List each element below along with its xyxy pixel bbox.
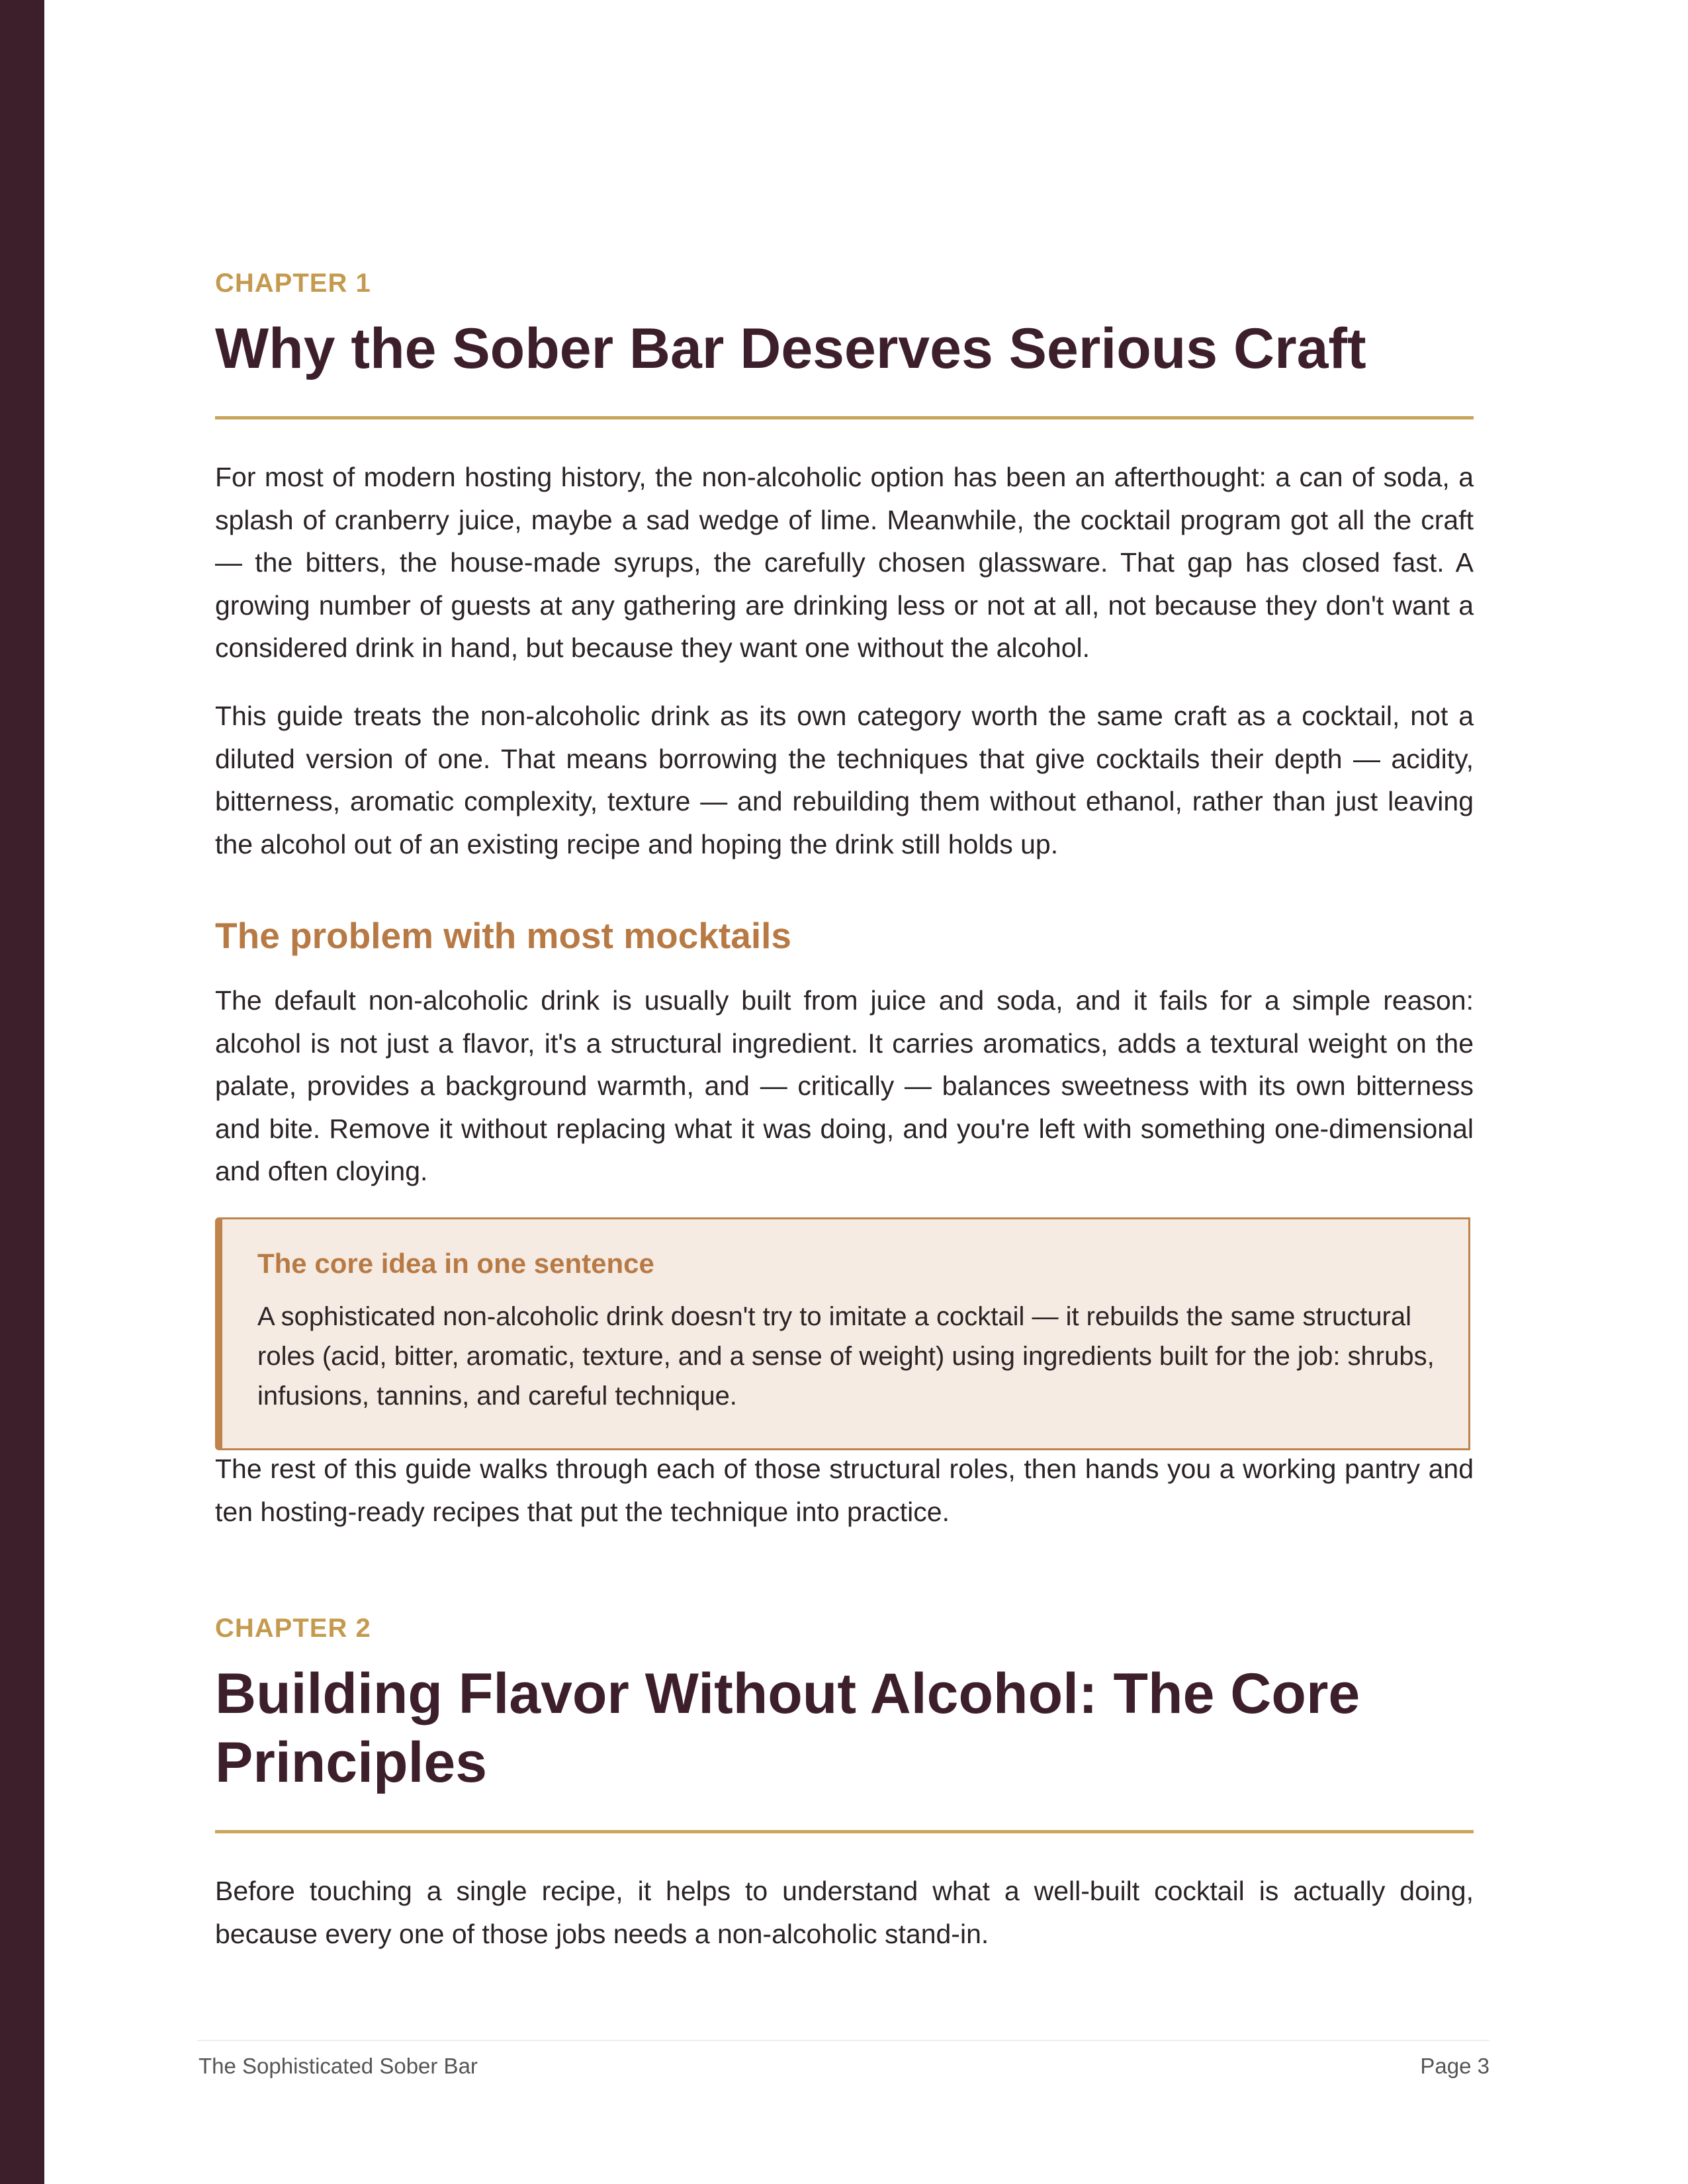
section-heading-mocktails: The problem with most mocktails xyxy=(215,915,791,956)
core-idea-callout xyxy=(215,1217,1470,1450)
chapter-1-label: CHAPTER 1 xyxy=(215,269,371,298)
footer-divider xyxy=(197,2040,1489,2041)
chapter-2-paragraph: Before touching a single recipe, it helps to understand what a well-built cocktail is actually doing, because every one of those jobs needs a non-alcoholic stand-in. xyxy=(215,1876,1474,1949)
chapter-1-title: Why the Sober Bar Deserves Serious Craft xyxy=(215,317,1366,380)
callout-title: The core idea in one sentence xyxy=(257,1248,654,1279)
chapter-2-title: Building Flavor Without Alcohol: The Core Principles xyxy=(215,1662,1360,1794)
callout-text: A sophisticated non-alcoholic drink doesn't try to imitate a cocktail — it rebuilds the same structural roles (acid, bitter, aromatic, texture, and a sense of weight) using ingredients built for the job: shrubs, infusions, tannins, and careful technique. xyxy=(257,1302,1435,1411)
chapter-1-closing-paragraph: The rest of this guide walks through each of those structural roles, then hands you a working pantry and ten hosting-ready recipes that put the technique into practice. xyxy=(215,1454,1474,1527)
footer-book-title: The Sophisticated Sober Bar xyxy=(199,2054,478,2078)
footer-page-number: Page 3 xyxy=(1420,2054,1489,2078)
chapter-2-label: CHAPTER 2 xyxy=(215,1614,371,1643)
side-band xyxy=(0,0,44,2184)
chapter-1-divider xyxy=(215,416,1474,419)
chapter-2-divider xyxy=(215,1830,1474,1833)
section-paragraph: The default non-alcoholic drink is usually built from juice and soda, and it fails for a simple reason: alcohol is not just a flavor, it's a structural ingredient. It carries aromatics, adds a textural weight on the palate, provides a background warmth, and — critically — balances sweetness with its own bitterness and bite. Remove it without replacing what it was doing, and you're left with something one-dimensional and often cloying. xyxy=(215,985,1474,1186)
chapter-1-paragraph-2: This guide treats the non-alcoholic drink as its own category worth the same craft as a cocktail, not a diluted version of one. That means borrowing the techniques that give cocktails their depth — acidity, bitterness, aromatic complexity, texture — and rebuilding them without ethanol, rather than just leaving the alcohol out of an existing recipe and hoping the drink still holds up. xyxy=(215,701,1474,859)
chapter-1-paragraph-1: For most of modern hosting history, the non-alcoholic option has been an afterthought: a can of soda, a splash of cranberry juice, maybe a sad wedge of lime. Meanwhile, the cocktail program got all the craft — the bitters, the house-made syrups, the carefully chosen glassware. That gap has closed fast. A growing number of guests at any gathering are drinking less or not at all, not because they don't want a considered drink in hand, but because they want one without the alcohol. xyxy=(215,462,1474,663)
